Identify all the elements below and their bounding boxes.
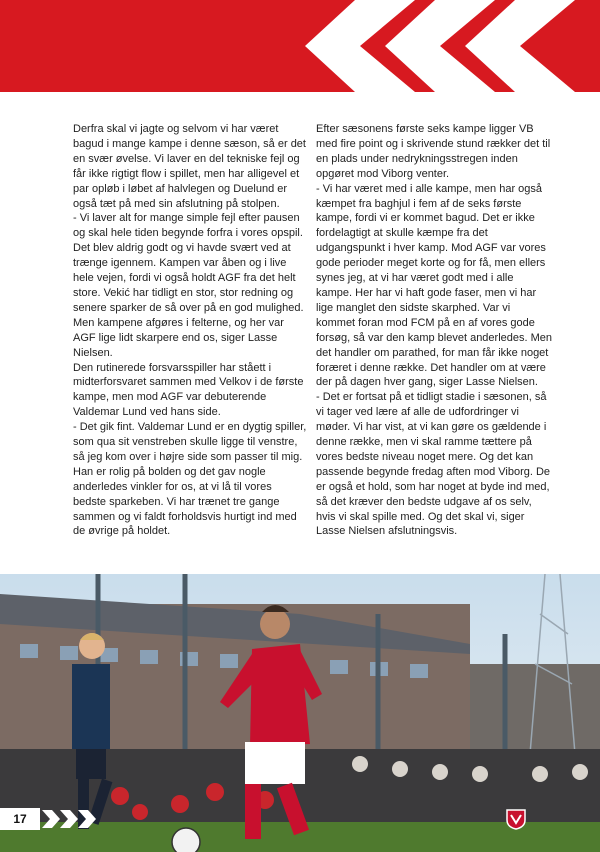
paragraph: Den rutinerede forsvarsspiller har ståett i midterforsvaret sammen med Velkov i de første kampe, men mod AGF var debuterende Valdemar Lund ved hans side. (73, 361, 304, 419)
page-number: 17 (0, 808, 40, 830)
paragraph: - Vi har været med i alle kampe, men har også kæmpet fra baghjul i fem af de seks første kampe, fordi vi er kommet bagud. Det er ikke fordelagtigt at skulle kæmpe fra det udgangspunkt i hver kamp. Mod AGF var vores gode perioder meget korte og for få, men ellers synes jeg, at vi har været godt med i alle kampe. Her har vi haft gode faser, men vi har lige manglet den sidste skarphed. Var vi kommet foran mod FCM på en af vores gode forsøg, så var den kamp blevet anderledes. Men det handler om parathed, for man får ikke noget foræret i denne række. Det handler om at være der på dagen hver gang, siger Lasse Nielsen. (316, 182, 553, 389)
paragraph: - Det er fortsat på et tidligt stadie i sæsonen, så vi tager ved lære af alle de udfordringer vi møder. Vi har vist, at vi kan gøre os gældende i denne række, men vi skal ramme tættere på vores bedste niveau noget mere. Og det kan passende begynde fredag aften mod Viborg. De er også et hold, som har noget at byde ind med, så det kræver den bedste udgave af os selv, hvis vi skal spille med. Og det skal vi, siger Lasse Nielsen afslutningsvis. (316, 391, 551, 538)
paragraph: - Det gik fint. Valdemar Lund er en dygtig spiller, som qua sit venstreben skulle ligge til venstre, så jeg kom over i højre side som passer til mig. Han er rolig på bolden og det gav nogle anderledes vinkler for os, at vi lå til vores bedste sparkeben. Vi har trænet tre gange sammen og vi faldt forholdsvis hurtigt ind med de øvrige på holdet. (73, 421, 307, 538)
club-crest-icon (505, 808, 527, 830)
paragraph: - Vi laver alt for mange simple fejl efter pausen og skal hele tiden begynde forfra i vores opspil. Det blev aldrig godt og vi havde svært ved at trænge igennem. Kampen var åben og i live hele vejen, fordi vi også holdt AGF fra det helt store. Vekić har tidligt en stor, stor redning og senere sparker de så over på en god mulighed. Men kampene afgøres i felterne, og her var AGF lige lidt skarpere end os, siger Lasse Nielsen. (73, 212, 304, 359)
article-right-column (316, 122, 552, 539)
top-banner (0, 0, 600, 92)
football (172, 828, 200, 852)
chevron-right-icon (60, 810, 78, 828)
paragraph: Derfra skal vi jagte og selvom vi har været bagud i mange kampe i denne sæson, så er det en svær øvelse. Vi laver en del tekniske fejl og får ikke rigtigt flow i spillet, men har alligevel et par opløb i løbet af halvlegen og Duelund er også tæt på med sin afslutning på stolpen. (73, 123, 306, 210)
footer-chevrons (42, 810, 98, 828)
paragraph: Efter sæsonens første seks kampe ligger VB med fire point og i skrivende stund rækker det til en plads under nedrykningsstregen inden opgøret mod Viborg venter. (316, 123, 551, 180)
banner-chevrons (0, 0, 600, 92)
chevron-right-icon (78, 810, 96, 828)
article-left-column (73, 122, 307, 539)
chevron-right-icon (42, 810, 60, 828)
